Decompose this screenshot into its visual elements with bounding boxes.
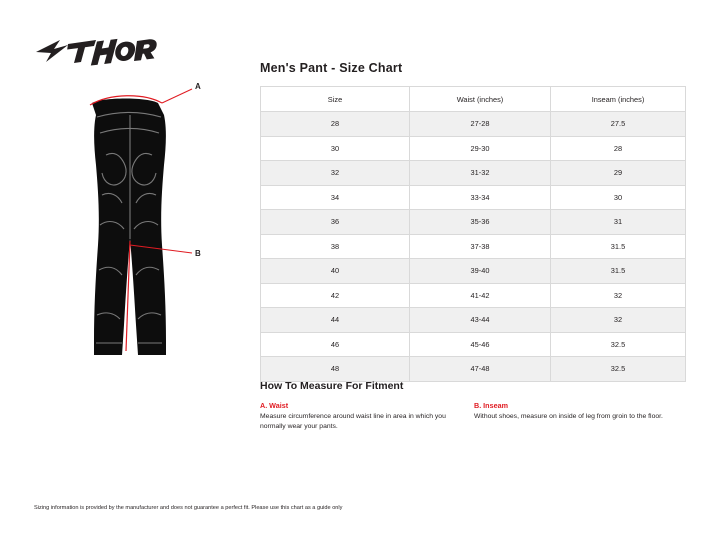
column-header-waist: Waist (inches) — [410, 87, 551, 112]
table-row — [261, 112, 686, 137]
cell-waist: 29-30 — [410, 136, 551, 161]
table-row — [261, 136, 686, 161]
cell-waist: 45-46 — [410, 332, 551, 357]
measure-label-waist: A. Waist — [260, 401, 289, 410]
measure-label-inseam: B. Inseam — [474, 401, 508, 410]
cell-waist: 37-38 — [410, 234, 551, 259]
cell-inseam: 31.5 — [551, 234, 686, 259]
table-row — [261, 210, 686, 235]
cell-size: 28 — [261, 112, 410, 137]
table-header-row — [261, 87, 686, 112]
cell-inseam: 32.5 — [551, 332, 686, 357]
table-row — [261, 259, 686, 284]
measure-item-waist — [260, 401, 456, 432]
cell-waist: 35-36 — [410, 210, 551, 235]
how-to-measure-section — [260, 380, 684, 432]
measure-item-inseam — [474, 401, 670, 432]
cell-inseam: 28 — [551, 136, 686, 161]
table-row — [261, 332, 686, 357]
table-row — [261, 308, 686, 333]
cell-size: 30 — [261, 136, 410, 161]
footer-disclaimer: Sizing information is provided by the manufacturer and does not guarantee a perfect fit. Please use this chart as a guide only — [34, 505, 343, 512]
callout-label-a: A — [195, 82, 201, 91]
cell-waist: 31-32 — [410, 161, 551, 186]
cell-inseam: 32.5 — [551, 357, 686, 382]
cell-waist: 43-44 — [410, 308, 551, 333]
cell-size: 36 — [261, 210, 410, 235]
page-title: Men's Pant - Size Chart — [260, 61, 403, 75]
callout-label-b: B — [195, 249, 201, 258]
table-row — [261, 234, 686, 259]
column-header-inseam: Inseam (inches) — [551, 87, 686, 112]
cell-inseam: 30 — [551, 185, 686, 210]
table-row — [261, 283, 686, 308]
cell-waist: 33-34 — [410, 185, 551, 210]
cell-waist: 47-48 — [410, 357, 551, 382]
cell-size: 44 — [261, 308, 410, 333]
table-row — [261, 185, 686, 210]
cell-inseam: 31 — [551, 210, 686, 235]
cell-size: 40 — [261, 259, 410, 284]
cell-size: 42 — [261, 283, 410, 308]
cell-inseam: 32 — [551, 283, 686, 308]
cell-size: 46 — [261, 332, 410, 357]
measure-text-inseam: Without shoes, measure on inside of leg from groin to the floor. — [474, 413, 663, 420]
table-row — [261, 161, 686, 186]
cell-waist: 41-42 — [410, 283, 551, 308]
motocross-pant-illustration — [40, 55, 240, 395]
cell-size: 38 — [261, 234, 410, 259]
how-to-measure-title: How To Measure For Fitment — [260, 380, 404, 392]
cell-size: 34 — [261, 185, 410, 210]
cell-waist: 27-28 — [410, 112, 551, 137]
table-row — [261, 357, 686, 382]
measure-text-waist: Measure circumference around waist line in area in which you normally wear your pants. — [260, 413, 446, 430]
cell-size: 48 — [261, 357, 410, 382]
size-chart-table — [260, 86, 686, 382]
column-header-size: Size — [261, 87, 410, 112]
cell-waist: 39-40 — [410, 259, 551, 284]
cell-size: 32 — [261, 161, 410, 186]
cell-inseam: 27.5 — [551, 112, 686, 137]
cell-inseam: 32 — [551, 308, 686, 333]
cell-inseam: 29 — [551, 161, 686, 186]
cell-inseam: 31.5 — [551, 259, 686, 284]
